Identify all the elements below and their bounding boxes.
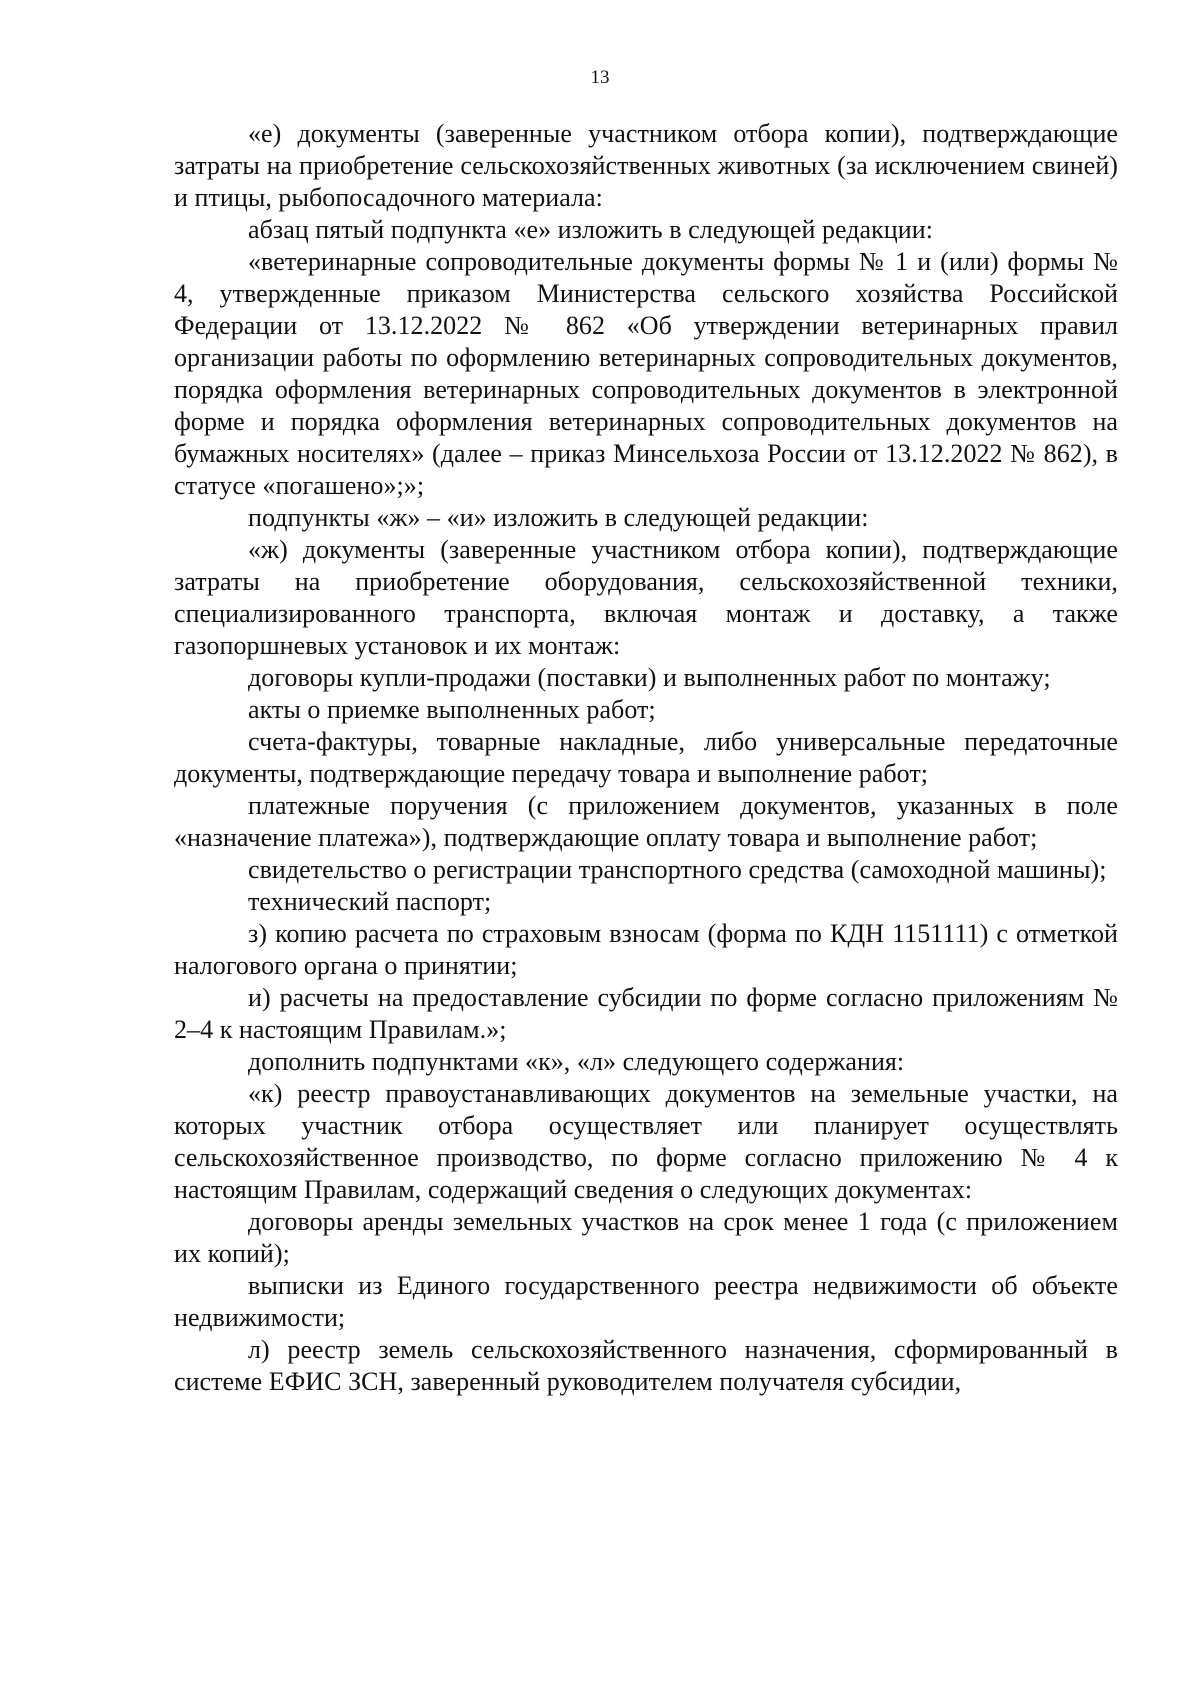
- paragraph-egrn-extracts: выписки из Единого государственного реестра недвижимости об объекте недвижимости;: [174, 1271, 1118, 1332]
- page-number: 13: [590, 67, 610, 88]
- paragraph-amend-zh-i-instruction: подпункты «ж» – «и» изложить в следующей редакции:: [248, 503, 869, 532]
- paragraph-subitem-k: «к) реестр правоустанавливающих документов на земельные участки, на которых участник отбора осуществляет или планирует осуществлять сельскохозяйственное производство, по форме согласно приложению № 4 к настоящим Правилам, содержащий сведения о следующих документах:: [174, 1079, 1118, 1204]
- paragraph-vehicle-registration: свидетельство о регистрации транспортного средства (самоходной машины);: [248, 855, 1107, 884]
- paragraph-subitem-z: з) копию расчета по страховым взносам (форма по КДН 1151111) с отметкой налогового органа о принятии;: [174, 919, 1118, 980]
- paragraph-amend-e-instruction: абзац пятый подпункта «е» изложить в следующей редакции:: [248, 215, 933, 244]
- paragraph-veterinary-documents: «ветеринарные сопроводительные документы формы № 1 и (или) формы № 4, утвержденные приказом Министерства сельского хозяйства Российской Федерации от 13.12.2022 № 862 «Об утверждении ветеринарных правил организации работы по оформлению ветеринарных сопроводительных документов, порядка оформления ветеринарных сопроводительных документов в электронной форме и порядка оформления ветеринарных сопроводительных документов на бумажных носителях» (далее – приказ Минсельхоза России от 13.12.2022 № 862), в статусе «погашено»;»;: [174, 247, 1118, 500]
- document-body: [174, 118, 1118, 1398]
- paragraph-payment-orders: платежные поручения (с приложением документов, указанных в поле «назначение платежа»), подтверждающие оплату товара и выполнение работ;: [174, 791, 1118, 852]
- paragraph-subitem-l: л) реестр земель сельскохозяйственного назначения, сформированный в системе ЕФИС ЗСН, заверенный руководителем получателя субсидии,: [174, 1335, 1118, 1396]
- paragraph-purchase-contracts: договоры купли-продажи (поставки) и выполненных работ по монтажу;: [248, 663, 1051, 692]
- paragraph-subitem-e: «е) документы (заверенные участником отбора копии), подтверждающие затраты на приобретение сельскохозяйственных животных (за исключением свиней) и птицы, рыбопосадочного материала:: [174, 119, 1118, 212]
- paragraph-subitem-i: и) расчеты на предоставление субсидии по форме согласно приложениям № 2–4 к настоящим Правилам.»;: [174, 983, 1118, 1044]
- paragraph-add-k-l-instruction: дополнить подпунктами «к», «л» следующего содержания:: [248, 1047, 905, 1076]
- paragraph-subitem-zh: «ж) документы (заверенные участником отбора копии), подтверждающие затраты на приобретение оборудования, сельскохозяйственной техники, специализированного транспорта, включая монтаж и доставку, а также газопоршневых установок и их монтаж:: [174, 535, 1118, 660]
- paragraph-invoices: счета-фактуры, товарные накладные, либо универсальные передаточные документы, подтверждающие передачу товара и выполнение работ;: [174, 727, 1118, 788]
- paragraph-technical-passport: технический паспорт;: [248, 887, 492, 916]
- paragraph-lease-agreements: договоры аренды земельных участков на срок менее 1 года (с приложением их копий);: [174, 1207, 1118, 1268]
- paragraph-acceptance-acts: акты о приемке выполненных работ;: [248, 695, 656, 724]
